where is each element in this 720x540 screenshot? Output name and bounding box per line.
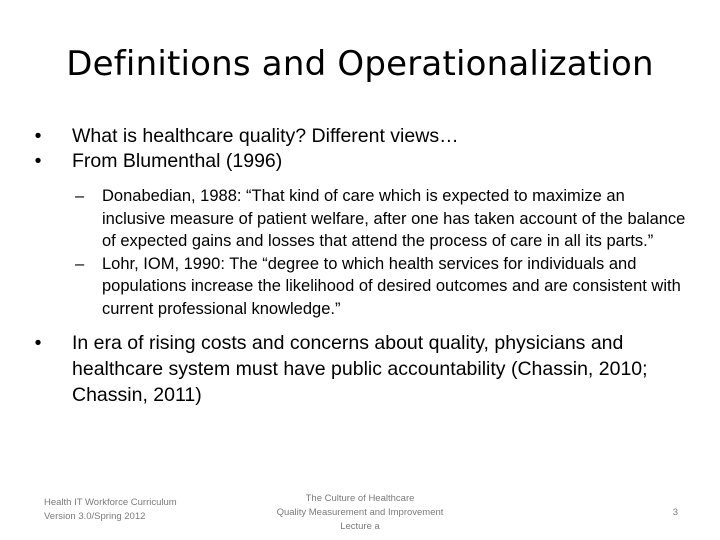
bullet-item (28, 124, 688, 149)
sub-bullet-text: Donabedian, 1988: “That kind of care which is expected to maximize an inclusive measure of patient welfare, after one has taken account of the balance of expected gains and losses that attend the process of care in all its parts.” (102, 187, 686, 250)
bullet-item (28, 330, 688, 408)
slide-title: Definitions and Operationalization (66, 44, 654, 84)
bullet-text: In era of rising costs and concerns about quality, physicians and healthcare system must have public accountability (Chassin, 2010; Chassin, 2011) (72, 332, 648, 406)
footer-curriculum (44, 496, 177, 524)
dash-marker: – (75, 187, 85, 205)
bullet-item (28, 149, 688, 174)
dash-marker: – (75, 254, 85, 273)
footer-unit-title: Quality Measurement and Improvement (276, 507, 444, 518)
footer-curriculum-name: Health IT Workforce Curriculum (44, 497, 177, 508)
footer-version: Version 3.0/Spring 2012 (44, 511, 146, 522)
footer-lecture: Lecture a (340, 521, 380, 532)
footer-course-title: The Culture of Healthcare (305, 493, 415, 504)
page-number: 3 (672, 507, 678, 518)
sub-bullet-item (75, 185, 688, 253)
bullet-text: From Blumenthal (1996) (72, 150, 283, 172)
bullet-marker: • (34, 125, 42, 147)
sub-bullet-item (75, 253, 688, 321)
footer-course (260, 492, 460, 534)
bullet-marker: • (34, 332, 42, 354)
bullet-list (28, 124, 688, 408)
bullet-marker: • (34, 150, 42, 172)
bullet-text: What is healthcare quality? Different views… (72, 125, 459, 147)
sub-bullet-text: Lohr, IOM, 1990: The “degree to which health services for individuals and populations increase the likelihood of desired outcomes and are consistent with current professional knowledge.” (102, 254, 681, 318)
